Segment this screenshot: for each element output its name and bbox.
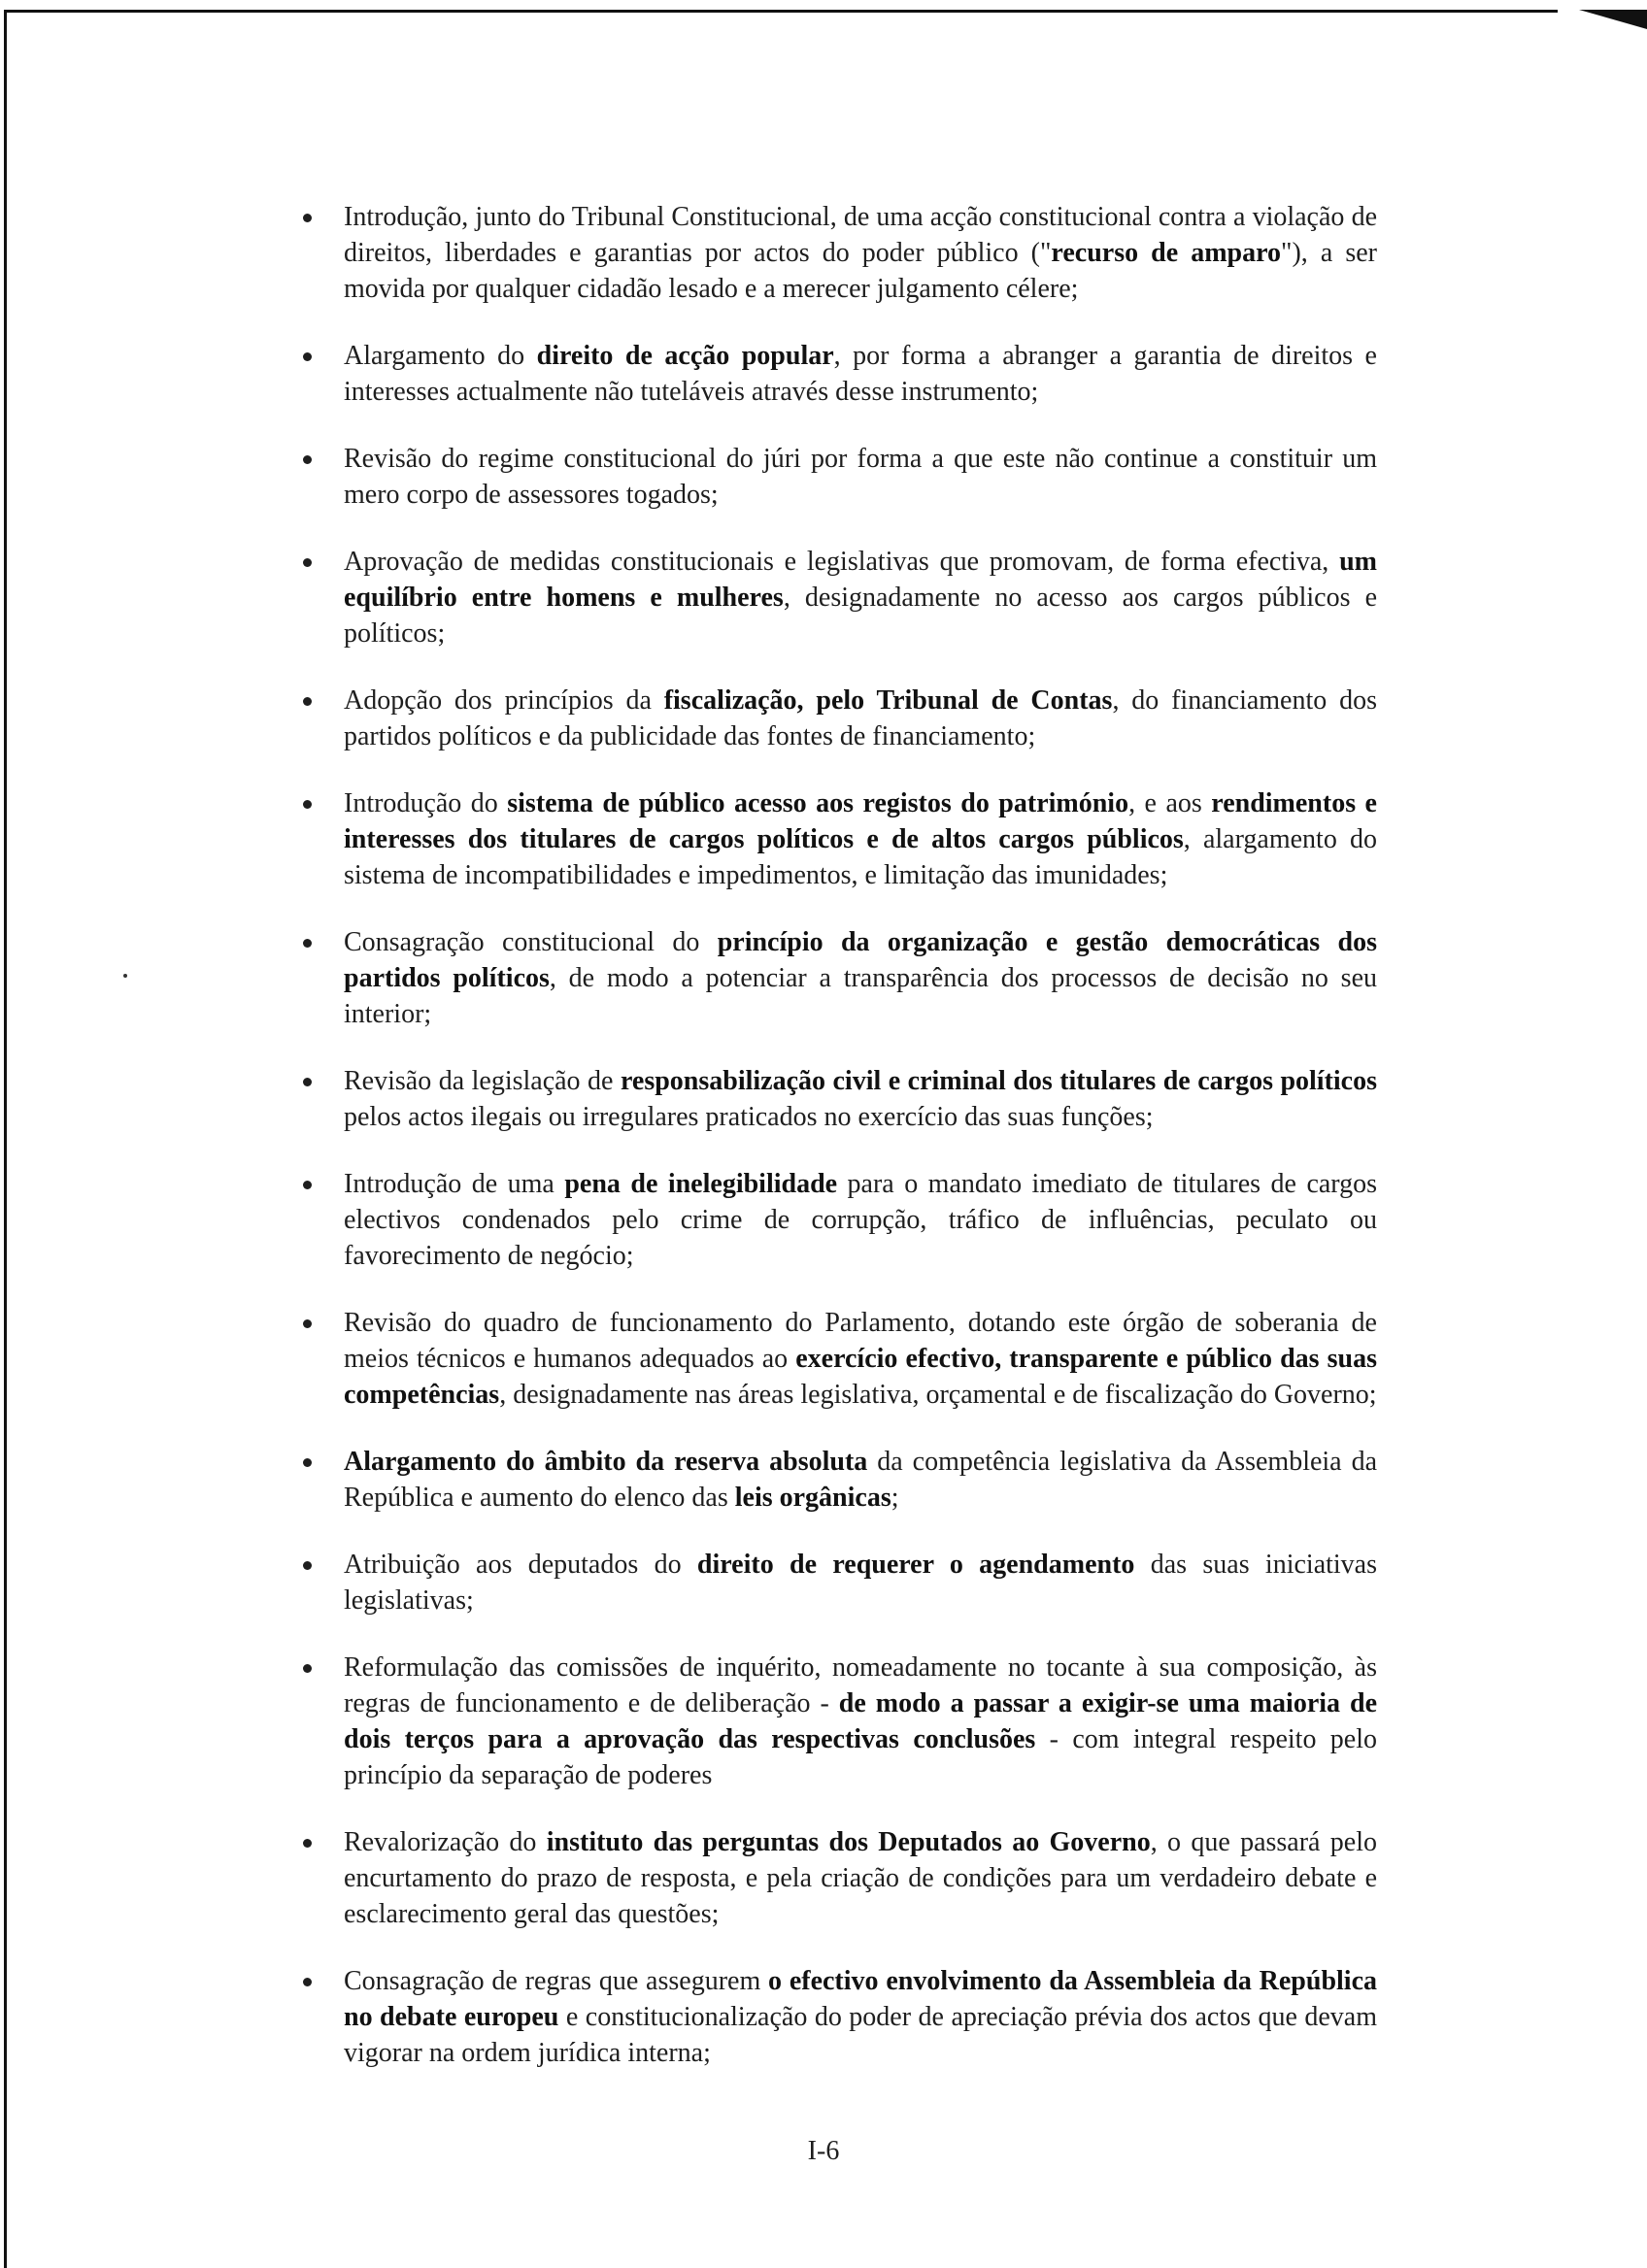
bullet-icon xyxy=(303,214,312,222)
item-text: Alargamento do xyxy=(344,341,537,371)
bullet-icon xyxy=(303,697,312,706)
item-text: Reformulação das comissões de inquérito, nomeadamente no tocante à sua composição, às regras de funcionamento e de deliberação - xyxy=(344,1652,1377,1718)
item-text: Aprovação de medidas constitucionais e legislativas que promovam, de forma efectiva, xyxy=(344,547,1340,577)
emphasis-text: instituto das perguntas dos Deputados ao Governo xyxy=(546,1827,1151,1857)
emphasis-text: rendimentos e interesses dos titulares de cargos políticos e de altos cargos públicos xyxy=(344,788,1377,854)
list-item xyxy=(291,1166,1377,1274)
emphasis-text: princípio da organização e gestão democráticas dos partidos políticos xyxy=(344,927,1377,993)
item-text: pelos actos ilegais ou irregulares praticados no exercício das suas funções; xyxy=(344,1102,1154,1132)
item-text: Revalorização do xyxy=(344,1827,547,1857)
list-item xyxy=(291,924,1377,1032)
scan-border-top xyxy=(4,10,1558,13)
list-item xyxy=(291,338,1377,410)
item-text: Adopção dos princípios da xyxy=(344,685,664,716)
list-item xyxy=(291,441,1377,513)
item-text: Consagração de regras que assegurem xyxy=(344,1966,769,1996)
item-text: , designadamente no acesso aos cargos públicos e políticos; xyxy=(344,583,1377,649)
proposal-list xyxy=(291,199,1377,2071)
emphasis-text: direito de acção popular xyxy=(536,341,834,371)
item-text: Revisão da legislação de xyxy=(344,1066,621,1096)
list-item xyxy=(291,1305,1377,1413)
emphasis-text: responsabilização civil e criminal dos titulares de cargos políticos xyxy=(620,1066,1378,1096)
emphasis-text: de modo a passar a exigir-se uma maioria de dois terços para a aprovação das respectivas conclusões xyxy=(344,1688,1377,1754)
scan-speck xyxy=(123,974,127,978)
item-text: , o que passará pelo encurtamento do prazo de resposta, e pela criação de condições para um verdadeiro debate e esclarecimento geral das questões; xyxy=(344,1827,1377,1929)
emphasis-text: sistema de público acesso aos registos do património xyxy=(507,788,1129,818)
bullet-icon xyxy=(303,1319,312,1328)
list-item xyxy=(291,1650,1377,1793)
bullet-icon xyxy=(303,939,312,948)
list-item xyxy=(291,1963,1377,2071)
item-text: Atribuição aos deputados do xyxy=(344,1550,697,1580)
item-text: , alargamento do sistema de incompatibilidades e impedimentos, e limitação das imunidades; xyxy=(344,824,1377,890)
emphasis-text: um equilíbrio entre homens e mulheres xyxy=(344,547,1377,613)
emphasis-text: o efectivo envolvimento da Assembleia da República no debate europeu xyxy=(344,1966,1377,2032)
list-item xyxy=(291,785,1377,893)
scan-border-left xyxy=(4,10,7,2268)
item-text: , do financiamento dos partidos políticos e da publicidade das fontes de financiamento; xyxy=(344,685,1377,751)
bullet-icon xyxy=(303,1181,312,1189)
bullet-icon xyxy=(303,455,312,464)
item-text: e constitucionalização do poder de apreciação prévia dos actos que devam vigorar na ordem jurídica interna; xyxy=(344,2002,1378,2068)
list-item xyxy=(291,1063,1377,1135)
bullet-icon xyxy=(303,558,312,567)
bullet-icon xyxy=(303,1561,312,1570)
bullet-icon xyxy=(303,1664,312,1673)
item-text: , de modo a potenciar a transparência dos processos de decisão no seu interior; xyxy=(344,963,1377,1029)
item-text: ; xyxy=(891,1483,899,1513)
item-text: Introdução do xyxy=(344,788,508,818)
item-text: Revisão do regime constitucional do júri por forma a que este não continue a constituir um mero corpo de assessores togados; xyxy=(344,444,1377,510)
list-item xyxy=(291,544,1377,651)
item-text: , por forma a abranger a garantia de direitos e interesses actualmente não tuteláveis através desse instrumento; xyxy=(344,341,1377,407)
item-text: Introdução, junto do Tribunal Constitucional, de uma acção constitucional contra a violação de direitos, liberdades e garantias por actos do poder público (" xyxy=(344,202,1377,268)
item-text: da competência legislativa da Assembleia da República e aumento do elenco das xyxy=(344,1447,1378,1513)
bullet-icon xyxy=(303,1078,312,1086)
list-item xyxy=(291,1547,1377,1618)
document-body xyxy=(291,199,1377,2102)
emphasis-text: fiscalização, pelo Tribunal de Contas xyxy=(663,685,1113,716)
list-item xyxy=(291,199,1377,307)
item-text: "), a ser movida por qualquer cidadão lesado e a merecer julgamento célere; xyxy=(344,238,1377,304)
scan-corner-mark xyxy=(1579,0,1647,39)
item-text: Introdução de uma xyxy=(344,1169,565,1199)
list-item xyxy=(291,683,1377,754)
list-item xyxy=(291,1444,1377,1516)
bullet-icon xyxy=(303,800,312,809)
list-item xyxy=(291,1824,1377,1932)
item-text: - com integral respeito pelo princípio da separação de poderes xyxy=(344,1724,1378,1790)
bullet-icon xyxy=(303,1978,312,1986)
item-text: para o mandato imediato de titulares de cargos electivos condenados pelo crime de corrupção, tráfico de influências, peculato ou favorecimento de negócio; xyxy=(344,1169,1378,1271)
item-text: das suas iniciativas legislativas; xyxy=(344,1550,1377,1616)
page-number: I-6 xyxy=(807,2136,840,2166)
item-text: , e aos xyxy=(1128,788,1212,818)
emphasis-text: Alargamento do âmbito da reserva absoluta xyxy=(344,1447,868,1477)
item-text: , designadamente nas áreas legislativa, orçamental e de fiscalização do Governo; xyxy=(499,1380,1377,1410)
emphasis-text: recurso de amparo xyxy=(1051,238,1282,268)
bullet-icon xyxy=(303,1458,312,1467)
emphasis-text: leis orgânicas xyxy=(734,1483,891,1513)
emphasis-text: pena de inelegibilidade xyxy=(564,1169,838,1199)
emphasis-text: direito de requerer o agendamento xyxy=(696,1550,1135,1580)
item-text: Consagração constitucional do xyxy=(344,927,718,957)
bullet-icon xyxy=(303,352,312,361)
emphasis-text: exercício efectivo, transparente e público das suas competências xyxy=(344,1344,1377,1410)
item-text: Revisão do quadro de funcionamento do Parlamento, dotando este órgão de soberania de meios técnicos e humanos adequados ao xyxy=(344,1308,1377,1374)
bullet-icon xyxy=(303,1839,312,1848)
